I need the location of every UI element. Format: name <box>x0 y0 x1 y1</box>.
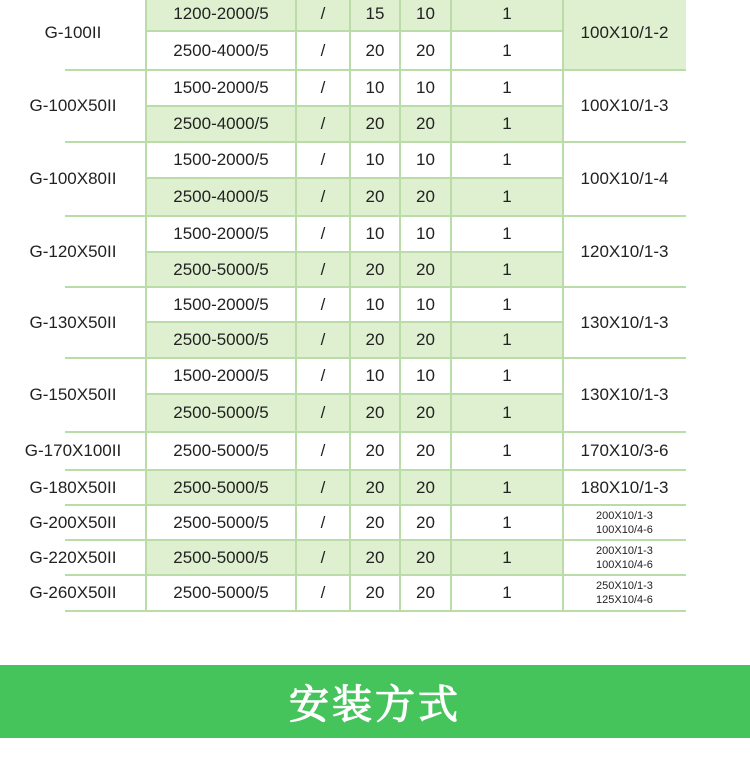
c3-cell: 1 <box>502 114 512 133</box>
row-divider <box>146 30 563 32</box>
spec-line: 100X10/4-6 <box>596 523 653 536</box>
slash-cell: / <box>320 512 326 532</box>
spec-cell: 170X10/3-6 <box>580 441 669 460</box>
row-divider <box>146 105 563 107</box>
row-divider <box>146 393 563 395</box>
spec-line: 200X10/1-3 <box>596 544 653 557</box>
group-divider <box>65 610 686 612</box>
slash-cell: / <box>320 187 326 206</box>
c3-cell: 1 <box>502 40 512 60</box>
ratio-cell: 2500-5000/5 <box>173 512 269 532</box>
section-header-band <box>0 665 750 738</box>
c3-cell: 1 <box>502 294 512 314</box>
row-divider <box>146 321 563 323</box>
slash-cell: / <box>320 330 326 349</box>
model-cell: G-200X50II <box>29 512 117 532</box>
spec-cell: 100X10/1-4 <box>580 169 669 188</box>
c2-cell: 20 <box>416 477 435 497</box>
model-cell: G-150X50II <box>29 385 117 404</box>
spec-cell: 130X10/1-3 <box>580 385 669 404</box>
spec-line: 100X10/4-6 <box>596 558 653 571</box>
ratio-cell: 2500-5000/5 <box>173 330 269 349</box>
c3-cell: 1 <box>502 477 512 497</box>
ratio-cell: 2500-4000/5 <box>173 40 269 60</box>
c1-cell: 20 <box>365 330 385 349</box>
c2-cell: 20 <box>416 403 435 422</box>
slash-cell: / <box>320 114 326 133</box>
ratio-cell: 2500-5000/5 <box>173 583 269 602</box>
slash-cell: / <box>320 259 326 279</box>
column-divider <box>145 0 147 612</box>
slash-cell: / <box>320 583 326 602</box>
c2-cell: 20 <box>416 583 435 602</box>
slash-cell: / <box>320 403 326 422</box>
slash-cell: / <box>320 40 326 60</box>
c1-cell: 10 <box>365 366 385 385</box>
model-cell: G-130X50II <box>29 312 117 332</box>
spec-cell: 100X10/1-2 <box>563 0 686 70</box>
c1-cell: 20 <box>365 403 385 422</box>
ratio-cell: 2500-5000/5 <box>173 477 269 497</box>
ratio-cell: 1200-2000/5 <box>173 3 269 23</box>
c2-cell: 10 <box>416 294 435 314</box>
c3-cell: 1 <box>502 512 512 532</box>
c3-cell: 1 <box>502 259 512 279</box>
c3-cell: 1 <box>502 366 512 385</box>
c3-cell: 1 <box>502 330 512 349</box>
spec-cell <box>563 540 686 575</box>
c2-cell: 20 <box>416 114 435 133</box>
c1-cell: 10 <box>365 150 385 169</box>
row-divider <box>146 357 563 359</box>
spec-cell: 100X10/1-3 <box>580 96 669 115</box>
c2-cell: 10 <box>416 224 435 243</box>
c2-cell: 10 <box>416 78 435 97</box>
slash-cell: / <box>320 224 326 243</box>
ratio-cell: 2500-5000/5 <box>173 403 269 422</box>
model-cell: G-170X100II <box>24 441 122 460</box>
model-cell: G-100X50II <box>29 96 117 115</box>
model-cell: G-260X50II <box>29 583 117 602</box>
c1-cell: 10 <box>365 294 385 314</box>
c1-cell: 20 <box>365 547 385 567</box>
c2-cell: 20 <box>416 547 435 567</box>
section-title: 安装方式 <box>289 682 461 728</box>
ratio-cell: 1500-2000/5 <box>173 224 269 243</box>
row-divider <box>146 431 563 433</box>
slash-cell: / <box>320 150 326 169</box>
spec-line: 250X10/1-3 <box>596 580 653 592</box>
c3-cell: 1 <box>502 403 512 422</box>
ratio-cell: 2500-5000/5 <box>173 441 269 460</box>
spec-cell: 120X10/1-3 <box>580 241 669 261</box>
c1-cell: 20 <box>365 187 385 206</box>
c2-cell: 20 <box>416 330 435 349</box>
c3-cell: 1 <box>502 187 512 206</box>
row-divider <box>146 251 563 253</box>
row-divider <box>146 141 563 143</box>
c3-cell: 1 <box>502 3 512 23</box>
row-divider <box>146 469 563 471</box>
c2-cell: 20 <box>416 187 435 206</box>
slash-cell: / <box>320 3 326 23</box>
ratio-cell: 1500-2000/5 <box>173 150 269 169</box>
c3-cell: 1 <box>502 78 512 97</box>
slash-cell: / <box>320 477 326 497</box>
row-divider <box>146 539 563 541</box>
c1-cell: 20 <box>365 441 385 460</box>
column-divider <box>349 0 351 612</box>
c1-cell: 15 <box>365 3 385 23</box>
c2-cell: 10 <box>416 366 435 385</box>
c2-cell: 20 <box>416 259 435 279</box>
spec-cell: 130X10/1-3 <box>580 312 669 332</box>
c1-cell: 20 <box>365 512 385 532</box>
row-divider <box>146 215 563 217</box>
ratio-cell: 1500-2000/5 <box>173 78 269 97</box>
c2-cell: 10 <box>416 150 435 169</box>
slash-cell: / <box>320 441 326 460</box>
c3-cell: 1 <box>502 150 512 169</box>
slash-cell: / <box>320 294 326 314</box>
c2-cell: 20 <box>416 512 435 532</box>
c1-cell: 20 <box>365 114 385 133</box>
c1-cell: 20 <box>365 583 385 602</box>
c1-cell: 10 <box>365 224 385 243</box>
ratio-cell: 1500-2000/5 <box>173 294 269 314</box>
slash-cell: / <box>320 78 326 97</box>
row-divider <box>146 504 563 506</box>
c3-cell: 1 <box>502 583 512 602</box>
column-divider <box>295 0 297 612</box>
model-cell: G-100X80II <box>29 169 117 188</box>
row-divider <box>146 574 563 576</box>
column-divider <box>450 0 452 612</box>
c1-cell: 20 <box>365 40 385 60</box>
c1-cell: 10 <box>365 78 385 97</box>
ratio-cell: 2500-5000/5 <box>173 259 269 279</box>
c2-cell: 10 <box>416 3 435 23</box>
slash-cell: / <box>320 366 326 385</box>
row-divider <box>146 69 563 71</box>
spec-cell <box>563 575 686 611</box>
c2-cell: 20 <box>416 40 435 60</box>
c1-cell: 20 <box>365 477 385 497</box>
spec-cell: 180X10/1-3 <box>580 477 669 497</box>
column-divider <box>562 0 564 612</box>
c2-cell: 20 <box>416 441 435 460</box>
model-cell: G-120X50II <box>29 241 117 261</box>
row-divider <box>146 286 563 288</box>
ratio-cell: 2500-4000/5 <box>173 187 269 206</box>
slash-cell: / <box>320 547 326 567</box>
column-divider <box>399 0 401 612</box>
c3-cell: 1 <box>502 547 512 567</box>
model-cell: G-180X50II <box>29 477 117 497</box>
row-divider <box>146 177 563 179</box>
spec-line: 125X10/4-6 <box>596 594 653 606</box>
c3-cell: 1 <box>502 441 512 460</box>
ratio-cell: 2500-5000/5 <box>173 547 269 567</box>
spec-cell <box>563 505 686 540</box>
model-cell: G-100II <box>44 23 102 42</box>
spec-line: 200X10/1-3 <box>596 509 653 522</box>
ratio-cell: 1500-2000/5 <box>173 366 269 385</box>
c1-cell: 20 <box>365 259 385 279</box>
ratio-cell: 2500-4000/5 <box>173 114 269 133</box>
c3-cell: 1 <box>502 224 512 243</box>
model-cell: G-220X50II <box>29 547 117 567</box>
